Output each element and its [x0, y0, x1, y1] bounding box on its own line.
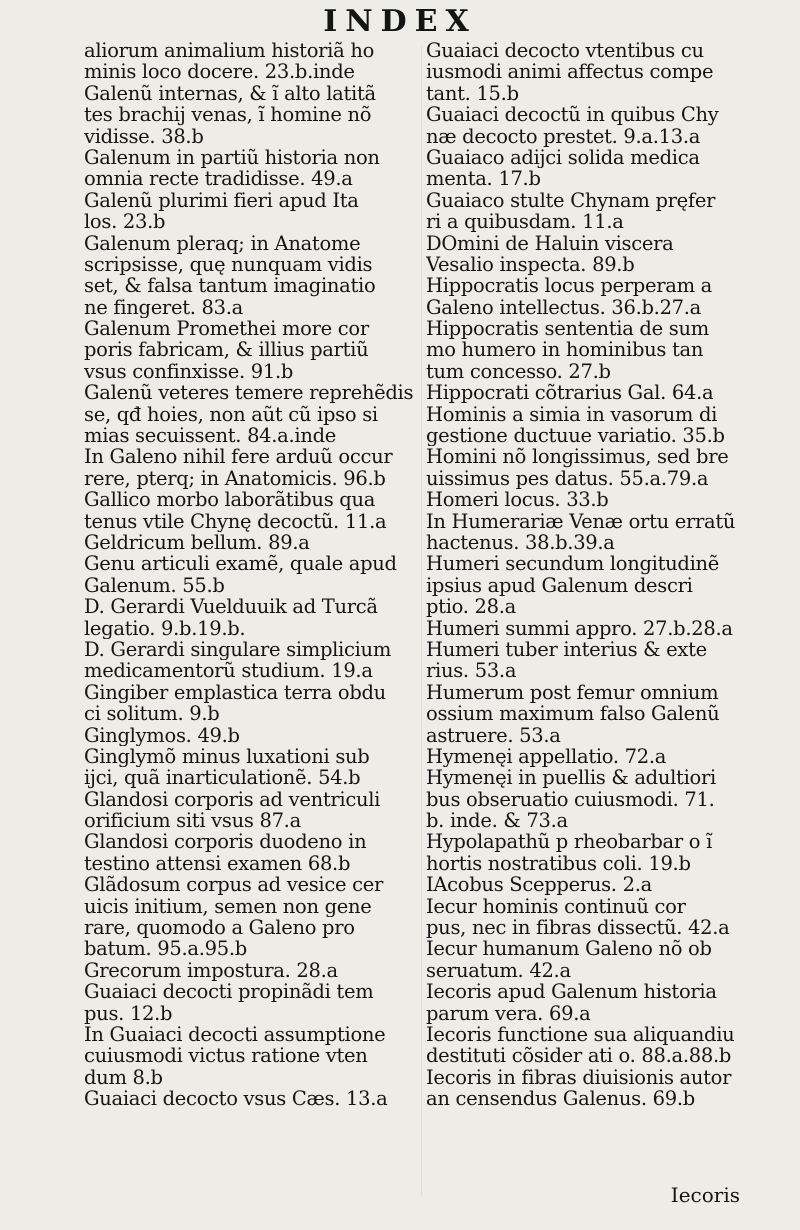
- index-line: næ decocto prestet. 9.a.13.a: [426, 125, 701, 147]
- index-line: Homeri locus. 33.b: [426, 489, 609, 511]
- index-line: Iecoris functione sua aliquandiu: [426, 1023, 735, 1046]
- index-line: uicis initium, semen non gene: [84, 895, 372, 918]
- index-line: omnia recte tradidisse. 49.a: [84, 168, 353, 190]
- index-line: pus, nec in fibras dissectũ. 42.a: [426, 917, 730, 939]
- index-line: set, & falsa tantum imaginatio: [84, 275, 376, 297]
- index-line: b. inde. & 73.a: [426, 810, 568, 832]
- index-column-right: [426, 40, 766, 1110]
- index-line: Hymenęi in puellis & adultiori: [426, 767, 716, 789]
- index-line: Iecoris apud Galenum historia: [426, 981, 717, 1003]
- index-line: bus obseruatio cuiusmodi. 71.: [426, 788, 715, 811]
- page-header: INDEX: [323, 4, 477, 39]
- index-line: an censendus Galenus. 69.b: [426, 1088, 695, 1110]
- index-line: iusmodi animi affectus compe: [426, 61, 714, 83]
- index-line: Galenum pleraq; in Anatome: [84, 232, 361, 254]
- index-line: Gingiber emplastica terra obdu: [84, 681, 386, 704]
- index-line: rare, quomodo a Galeno pro: [84, 917, 355, 939]
- index-line: Vesalio inspecta. 89.b: [426, 253, 635, 276]
- index-line: vsus confinxisse. 91.b: [84, 360, 294, 383]
- index-line: Humeri summi appro. 27.b.28.a: [426, 617, 733, 639]
- index-line: tes brachij venas, ĩ homine nõ: [84, 104, 372, 126]
- index-line: Galenũ internas, & ĩ alto latitã: [84, 82, 376, 105]
- index-line: gestione ductuue variatio. 35.b: [426, 425, 725, 447]
- index-line: rius. 53.a: [426, 660, 517, 682]
- index-line: Geldricum bellum. 89.a: [84, 531, 310, 554]
- index-line: batum. 95.a.95.b: [84, 938, 247, 960]
- index-line: Galenum. 55.b: [84, 574, 225, 597]
- index-line: ci solitum. 9.b: [84, 703, 220, 725]
- index-line: aliorum animalium historiã ho: [84, 40, 375, 62]
- index-line: hortis nostratibus coli. 19.b: [426, 852, 691, 875]
- index-line: Galenum in partiũ historia non: [84, 146, 380, 169]
- index-line: se, qđ hoies, non aũt cũ ipso si: [84, 403, 378, 426]
- index-line: dum 8.b: [84, 1066, 163, 1089]
- index-line: orificium siti vsus 87.a: [84, 810, 301, 832]
- column-divider: [421, 46, 422, 1196]
- index-line: ri a quibusdam. 11.a: [426, 211, 624, 233]
- index-line: pus. 12.b: [84, 1002, 173, 1024]
- index-line: hactenus. 38.b.39.a: [426, 531, 615, 554]
- index-line: ipsius apud Galenum descri: [426, 574, 693, 597]
- index-line: Humerum post femur omnium: [426, 681, 719, 704]
- index-line: los. 23.b: [84, 211, 166, 233]
- index-line: destituti cõsider ati o. 88.a.88.b: [426, 1045, 732, 1067]
- index-line: seruatum. 42.a: [426, 959, 571, 982]
- index-line: D. Gerardi Vuelduuik ad Turcã: [84, 596, 378, 618]
- index-line: D. Gerardi singulare simplicium: [84, 638, 392, 661]
- index-line: poris fabricam, & illius partiũ: [84, 339, 369, 361]
- index-line: Glandosi corporis duodeno in: [84, 831, 367, 853]
- index-line: tenus vtile Chynę decoctũ. 11.a: [84, 510, 387, 532]
- index-line: Guaiaci decocti propinãdi tem: [84, 981, 374, 1003]
- index-line: medicamentorũ studium. 19.a: [84, 660, 373, 682]
- index-line: Guaiaci decocto vsus Cæs. 13.a: [84, 1088, 388, 1110]
- index-line: In Guaiaci decocti assumptione: [84, 1023, 386, 1046]
- index-line: Hymenęi appellatio. 72.a: [426, 745, 667, 768]
- index-line: DOmini de Haluin viscera: [426, 232, 674, 254]
- index-line: vidisse. 38.b: [84, 125, 204, 147]
- index-line: Humeri secundum longitudinẽ: [426, 553, 720, 575]
- index-line: Galenũ veteres temere reprehẽdis: [84, 382, 414, 404]
- index-line: Ginglymos. 49.b: [84, 724, 240, 746]
- index-line: mo humero in hominibus tan: [426, 339, 704, 361]
- index-line: Humeri tuber interius & exte: [426, 638, 707, 661]
- index-line: uissimus pes datus. 55.a.79.a: [426, 467, 709, 490]
- index-line: Guaiaco stulte Chynam pręfer: [426, 189, 716, 212]
- index-line: In Galeno nihil fere arduũ occur: [84, 446, 393, 468]
- index-line: Hippocratis sententia de sum: [426, 318, 709, 340]
- index-line: Homini nõ longissimus, sed bre: [426, 446, 729, 468]
- index-line: Hypolapathũ p rheobarbar o ĩ: [426, 831, 713, 853]
- index-line: Iecur humanum Galeno nõ ob: [426, 938, 712, 960]
- index-line: IAcobus Scepperus. 2.a: [426, 874, 652, 896]
- index-line: Galenum Promethei more cor: [84, 318, 369, 340]
- index-line: Iecoris in fibras diuisionis autor: [426, 1066, 732, 1089]
- index-line: minis loco docere. 23.b.inde: [84, 61, 355, 83]
- index-line: Galenũ plurimi fieri apud Ita: [84, 189, 359, 212]
- index-line: ne fingeret. 83.a: [84, 296, 243, 319]
- index-line: Grecorum impostura. 28.a: [84, 959, 338, 982]
- index-line: testino attensi examen 68.b: [84, 852, 351, 875]
- index-line: tant. 15.b: [426, 82, 519, 105]
- index-line: Guaiaci decoctũ in quibus Chy: [426, 104, 719, 126]
- index-line: Glandosi corporis ad ventriculi: [84, 788, 381, 811]
- index-line: Glãdosum corpus ad vesice cer: [84, 874, 383, 896]
- index-line: Galeno intellectus. 36.b.27.a: [426, 296, 702, 319]
- index-line: menta. 17.b: [426, 168, 541, 190]
- index-line: astruere. 53.a: [426, 724, 561, 746]
- index-line: In Humerariæ Venæ ortu erratũ: [426, 510, 736, 532]
- index-line: legatio. 9.b.19.b.: [84, 617, 246, 639]
- index-line: tum concesso. 27.b: [426, 360, 611, 383]
- index-line: Guaiaci decocto vtentibus cu: [426, 40, 704, 62]
- index-line: scripsisse, quę nunquam vidis: [84, 253, 373, 276]
- index-line: Genu articuli examẽ, quale apud: [84, 553, 397, 575]
- index-line: ossium maximum falso Galenũ: [426, 703, 720, 725]
- index-line: parum vera. 69.a: [426, 1002, 591, 1024]
- index-line: Ginglymõ minus luxationi sub: [84, 745, 370, 768]
- index-line: Hominis a simia in vasorum di: [426, 403, 718, 426]
- index-line: rere, pterq; in Anatomicis. 96.b: [84, 467, 386, 490]
- index-column-left: [84, 40, 416, 1110]
- index-line: mias secuissent. 84.a.inde: [84, 425, 337, 447]
- index-line: ijci, quã inarticulationẽ. 54.b: [84, 767, 361, 789]
- index-line: Hippocrati cõtrarius Gal. 64.a: [426, 382, 714, 404]
- index-line: cuiusmodi victus ratione vten: [84, 1045, 368, 1067]
- index-line: Hippocratis locus perperam a: [426, 275, 712, 297]
- catchword: Iecoris: [670, 1183, 740, 1207]
- index-line: Iecur hominis continuũ cor: [426, 895, 686, 918]
- index-line: ptio. 28.a: [426, 596, 516, 618]
- index-line: Gallico morbo laborãtibus qua: [84, 489, 376, 511]
- index-line: Guaiaco adijci solida medica: [426, 146, 700, 169]
